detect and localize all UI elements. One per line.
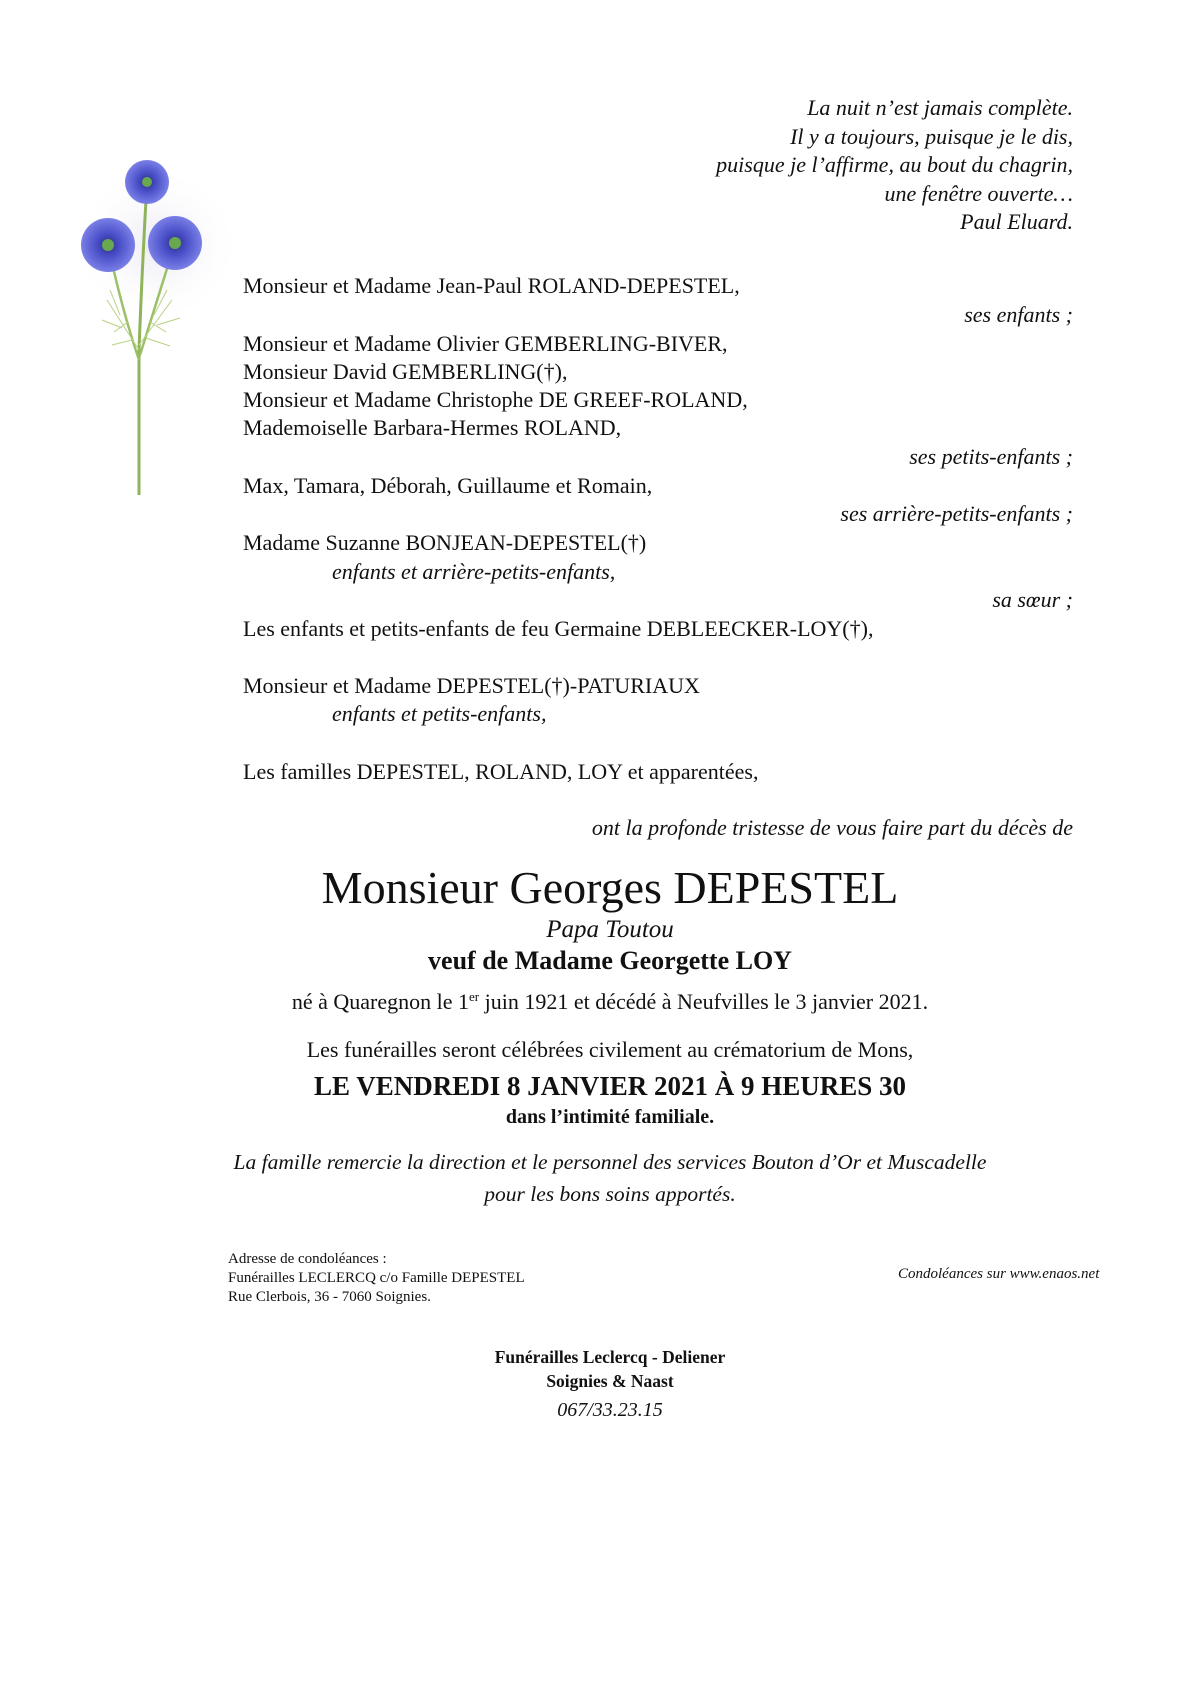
great-grandchildren-names: Max, Tamara, Déborah, Guillaume et Romain,: [243, 473, 653, 498]
address-line: Rue Clerbois, 36 - 7060 Soignies.: [228, 1289, 431, 1305]
funeral-home-name: Funérailles Leclercq - Deliener: [494, 1347, 726, 1367]
epigraph-line: puisque je l’affirme, au bout du chagrin,: [716, 152, 1073, 177]
funeral-home-phone[interactable]: 067/33.23.15: [557, 1399, 663, 1421]
announcement-text: ont la profonde tristesse de vous faire part du décès de: [591, 815, 1073, 840]
grandchild-name: Monsieur et Madame Christophe DE GREEF-ROLAND,: [243, 387, 748, 412]
child-name: Monsieur et Madame Jean-Paul ROLAND-DEPESTEL,: [243, 273, 740, 298]
widower-of: veuf de Madame Georgette LOY: [428, 946, 792, 975]
funeral-home-locations: Soignies & Naast: [546, 1371, 674, 1391]
birth-death-dates: [0, 983, 1194, 1016]
other-family-line: Les familles DEPESTEL, ROLAND, LOY et apparentées,: [243, 759, 759, 784]
epigraph-quote: [716, 94, 1073, 237]
epigraph-line: La nuit n’est jamais complète.: [807, 95, 1073, 120]
epigraph-author: Paul Eluard.: [960, 209, 1073, 234]
epigraph-line: Il y a toujours, puisque je le dis,: [790, 123, 1073, 149]
cornflower-bouquet-icon: [62, 150, 242, 510]
grandchild-name: Monsieur et Madame Olivier GEMBERLING-BIVER,: [243, 331, 728, 356]
epigraph-line: une fenêtre ouverte…: [884, 180, 1073, 206]
relation-children: ses enfants ;: [964, 302, 1073, 327]
dates-part: né à Quaregnon le 1: [291, 989, 469, 1014]
dates-part: juin 1921 et décédé à Neufvilles le 3 janvier 2021.: [479, 989, 929, 1014]
funeral-privacy: dans l’intimité familiale.: [505, 1106, 715, 1128]
thanks-line: La famille remercie la direction et le personnel des services Bouton d’Or et Muscadelle: [233, 1150, 987, 1174]
relation-grandchildren: ses petits-enfants ;: [909, 444, 1073, 469]
address-line: Funérailles LECLERCQ c/o Famille DEPESTEL: [228, 1270, 525, 1286]
relation-sister: sa sœur ;: [992, 587, 1073, 612]
condolence-address: [228, 1250, 525, 1307]
deceased-name: Monsieur Georges DEPESTEL: [321, 862, 899, 913]
ordinal-suffix: er: [469, 989, 480, 1004]
thanks-line: pour les bons soins apportés.: [484, 1182, 736, 1206]
sister-descendants: enfants et arrière-petits-enfants,: [332, 559, 616, 584]
other-family-sub: enfants et petits-enfants,: [332, 701, 547, 726]
grandchild-name: Mademoiselle Barbara-Hermes ROLAND,: [243, 415, 622, 440]
other-family-line: Les enfants et petits-enfants de feu Germaine DEBLEECKER-LOY(†),: [243, 616, 874, 641]
grandchild-name: Monsieur David GEMBERLING(†),: [243, 359, 568, 384]
funeral-date-time: LE VENDREDI 8 JANVIER 2021 À 9 HEURES 30: [313, 1071, 907, 1101]
funeral-intro: Les funérailles seront célébrées civilement au crématorium de Mons,: [306, 1037, 914, 1062]
deceased-nickname: Papa Toutou: [546, 916, 674, 943]
other-family-line: Monsieur et Madame DEPESTEL(†)-PATURIAUX: [243, 673, 700, 698]
sister-name: Madame Suzanne BONJEAN-DEPESTEL(†): [243, 530, 647, 555]
relation-great-grandchildren: ses arrière-petits-enfants ;: [840, 501, 1073, 526]
online-condolences-link[interactable]: Condoléances sur www.enaos.net: [898, 1266, 1100, 1282]
address-label: Adresse de condoléances :: [228, 1251, 387, 1267]
